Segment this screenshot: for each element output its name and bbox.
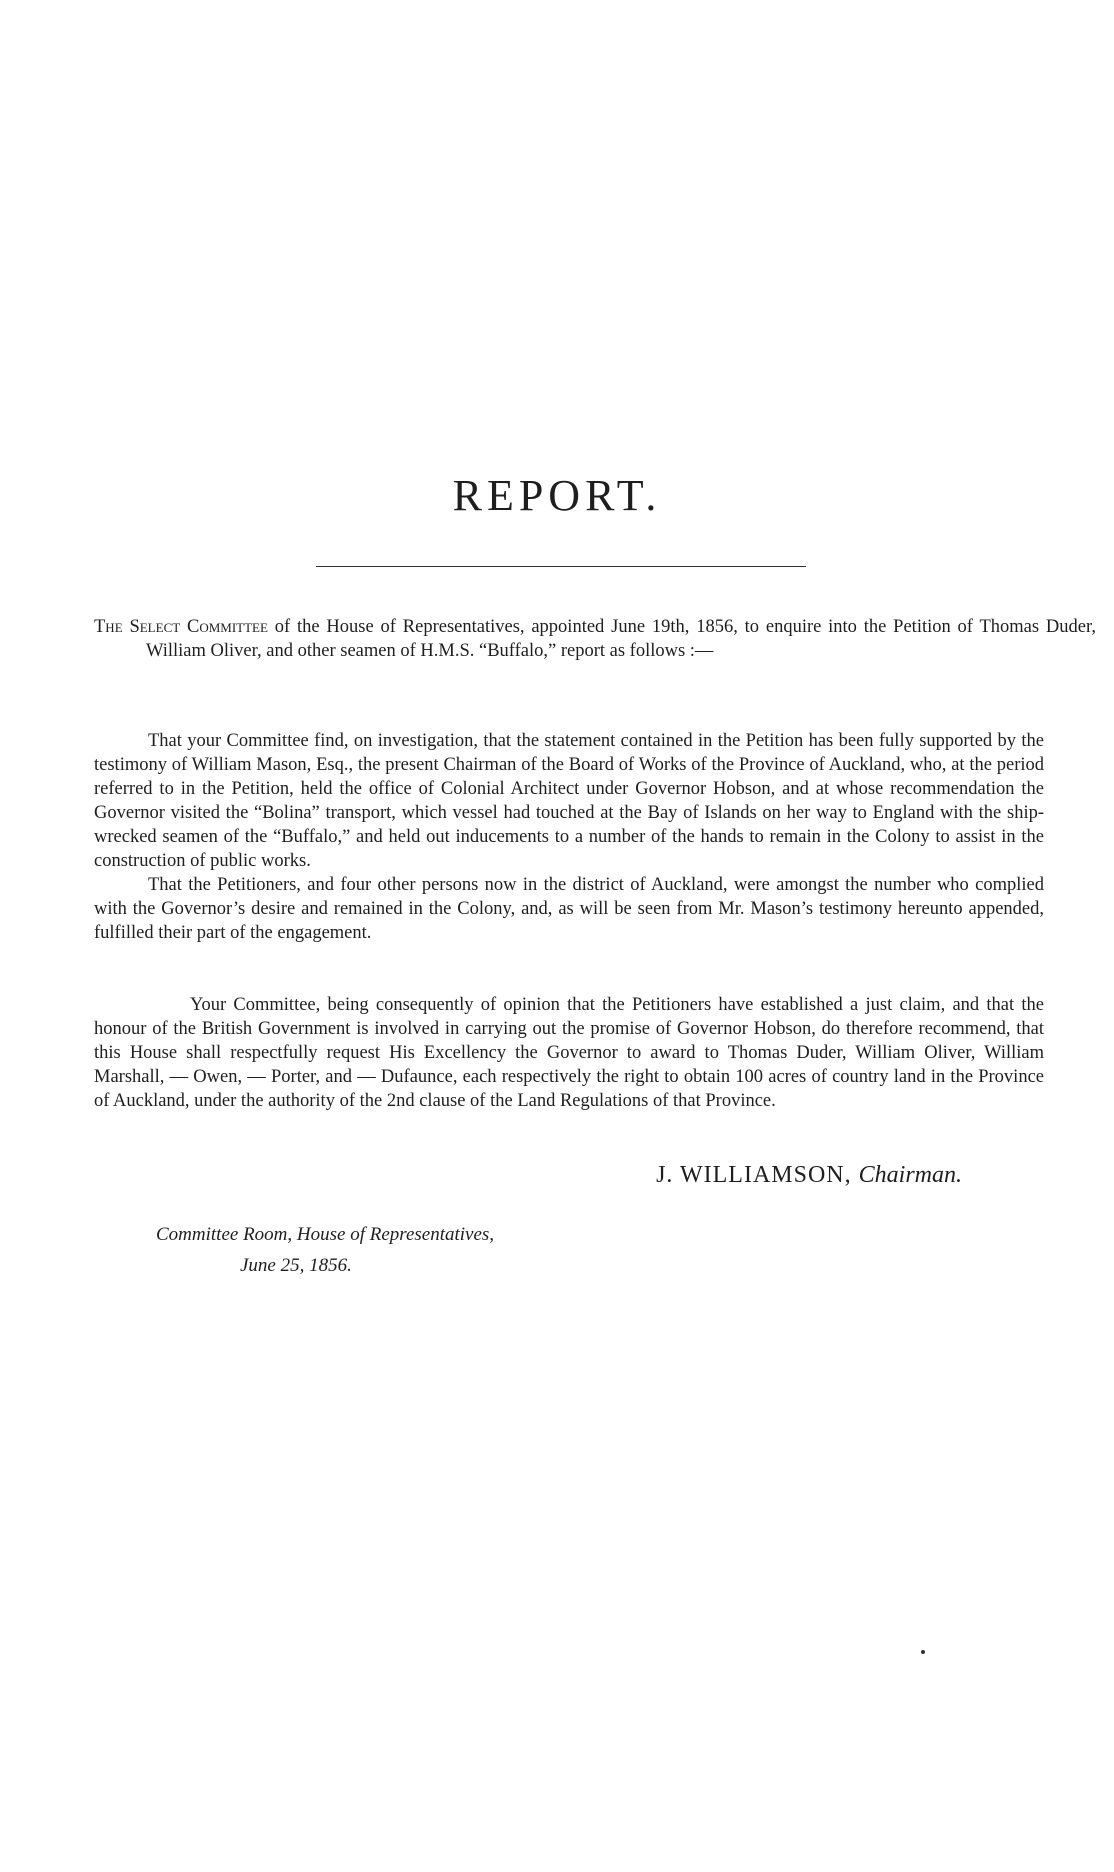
chairman-name: J. WILLIAMSON,: [656, 1162, 852, 1188]
report-title: REPORT.: [452, 471, 662, 520]
finding-paragraph-1: That your Committee find, on investigation, that the statement contained in the Petition has been fully supported by the testimony of William Mason, Esq., the present Chairman of the Board of Works of the Province of Auckland, who, at the period referred to in the Petition, held the office of Colonial Architect under Governor Hobson, and at whose recommendation the Governor visited the “Bolina” transport, which vessel had touched at the Bay of Islands on her way to England with the ship-wrecked seamen of the “Buffalo,” and held out inducements to a number of the hands to remain in the Colony to assist in the construction of public works.: [94, 731, 1044, 871]
intro-text: of the House of Representatives, appointed June 19th, 1856, to enquire into the Petition of Thomas Duder, William Oliver, and other seamen of H.M.S. “Buffalo,” report as follows :—: [146, 617, 1097, 661]
intro-lead: The Select Committee: [94, 617, 268, 637]
chairman-role: Chairman.: [858, 1162, 962, 1188]
print-speck: [921, 1650, 925, 1654]
chairman-signature: [656, 1162, 962, 1189]
title-divider: [316, 566, 806, 567]
date-line: June 25, 1856.: [240, 1255, 352, 1276]
intro-paragraph: [94, 615, 1096, 663]
finding-paragraph-2: That the Petitioners, and four other persons now in the district of Auckland, were amongst the number who complied with the Governor’s desire and remained in the Colony, and, as will be seen from Mr. Mason’s testimony hereunto appended, fulfilled their part of the engagement.: [94, 875, 1044, 943]
recommendation-paragraph: Your Committee, being consequently of opinion that the Petitioners have established a just claim, and that the honour of the British Government is involved in carrying out the promise of Governor Hobson, do therefore recommend, that this House shall respectfully request His Excellency the Governor to award to Thomas Duder, William Oliver, William Marshall, — Owen, — Porter, and — Dufaunce, each respectively the right to obtain 100 acres of country land in the Province of Auckland, under the authority of the 2nd clause of the Land Regulations of that Province.: [94, 995, 1044, 1111]
place-line: Committee Room, House of Representatives,: [156, 1224, 495, 1245]
